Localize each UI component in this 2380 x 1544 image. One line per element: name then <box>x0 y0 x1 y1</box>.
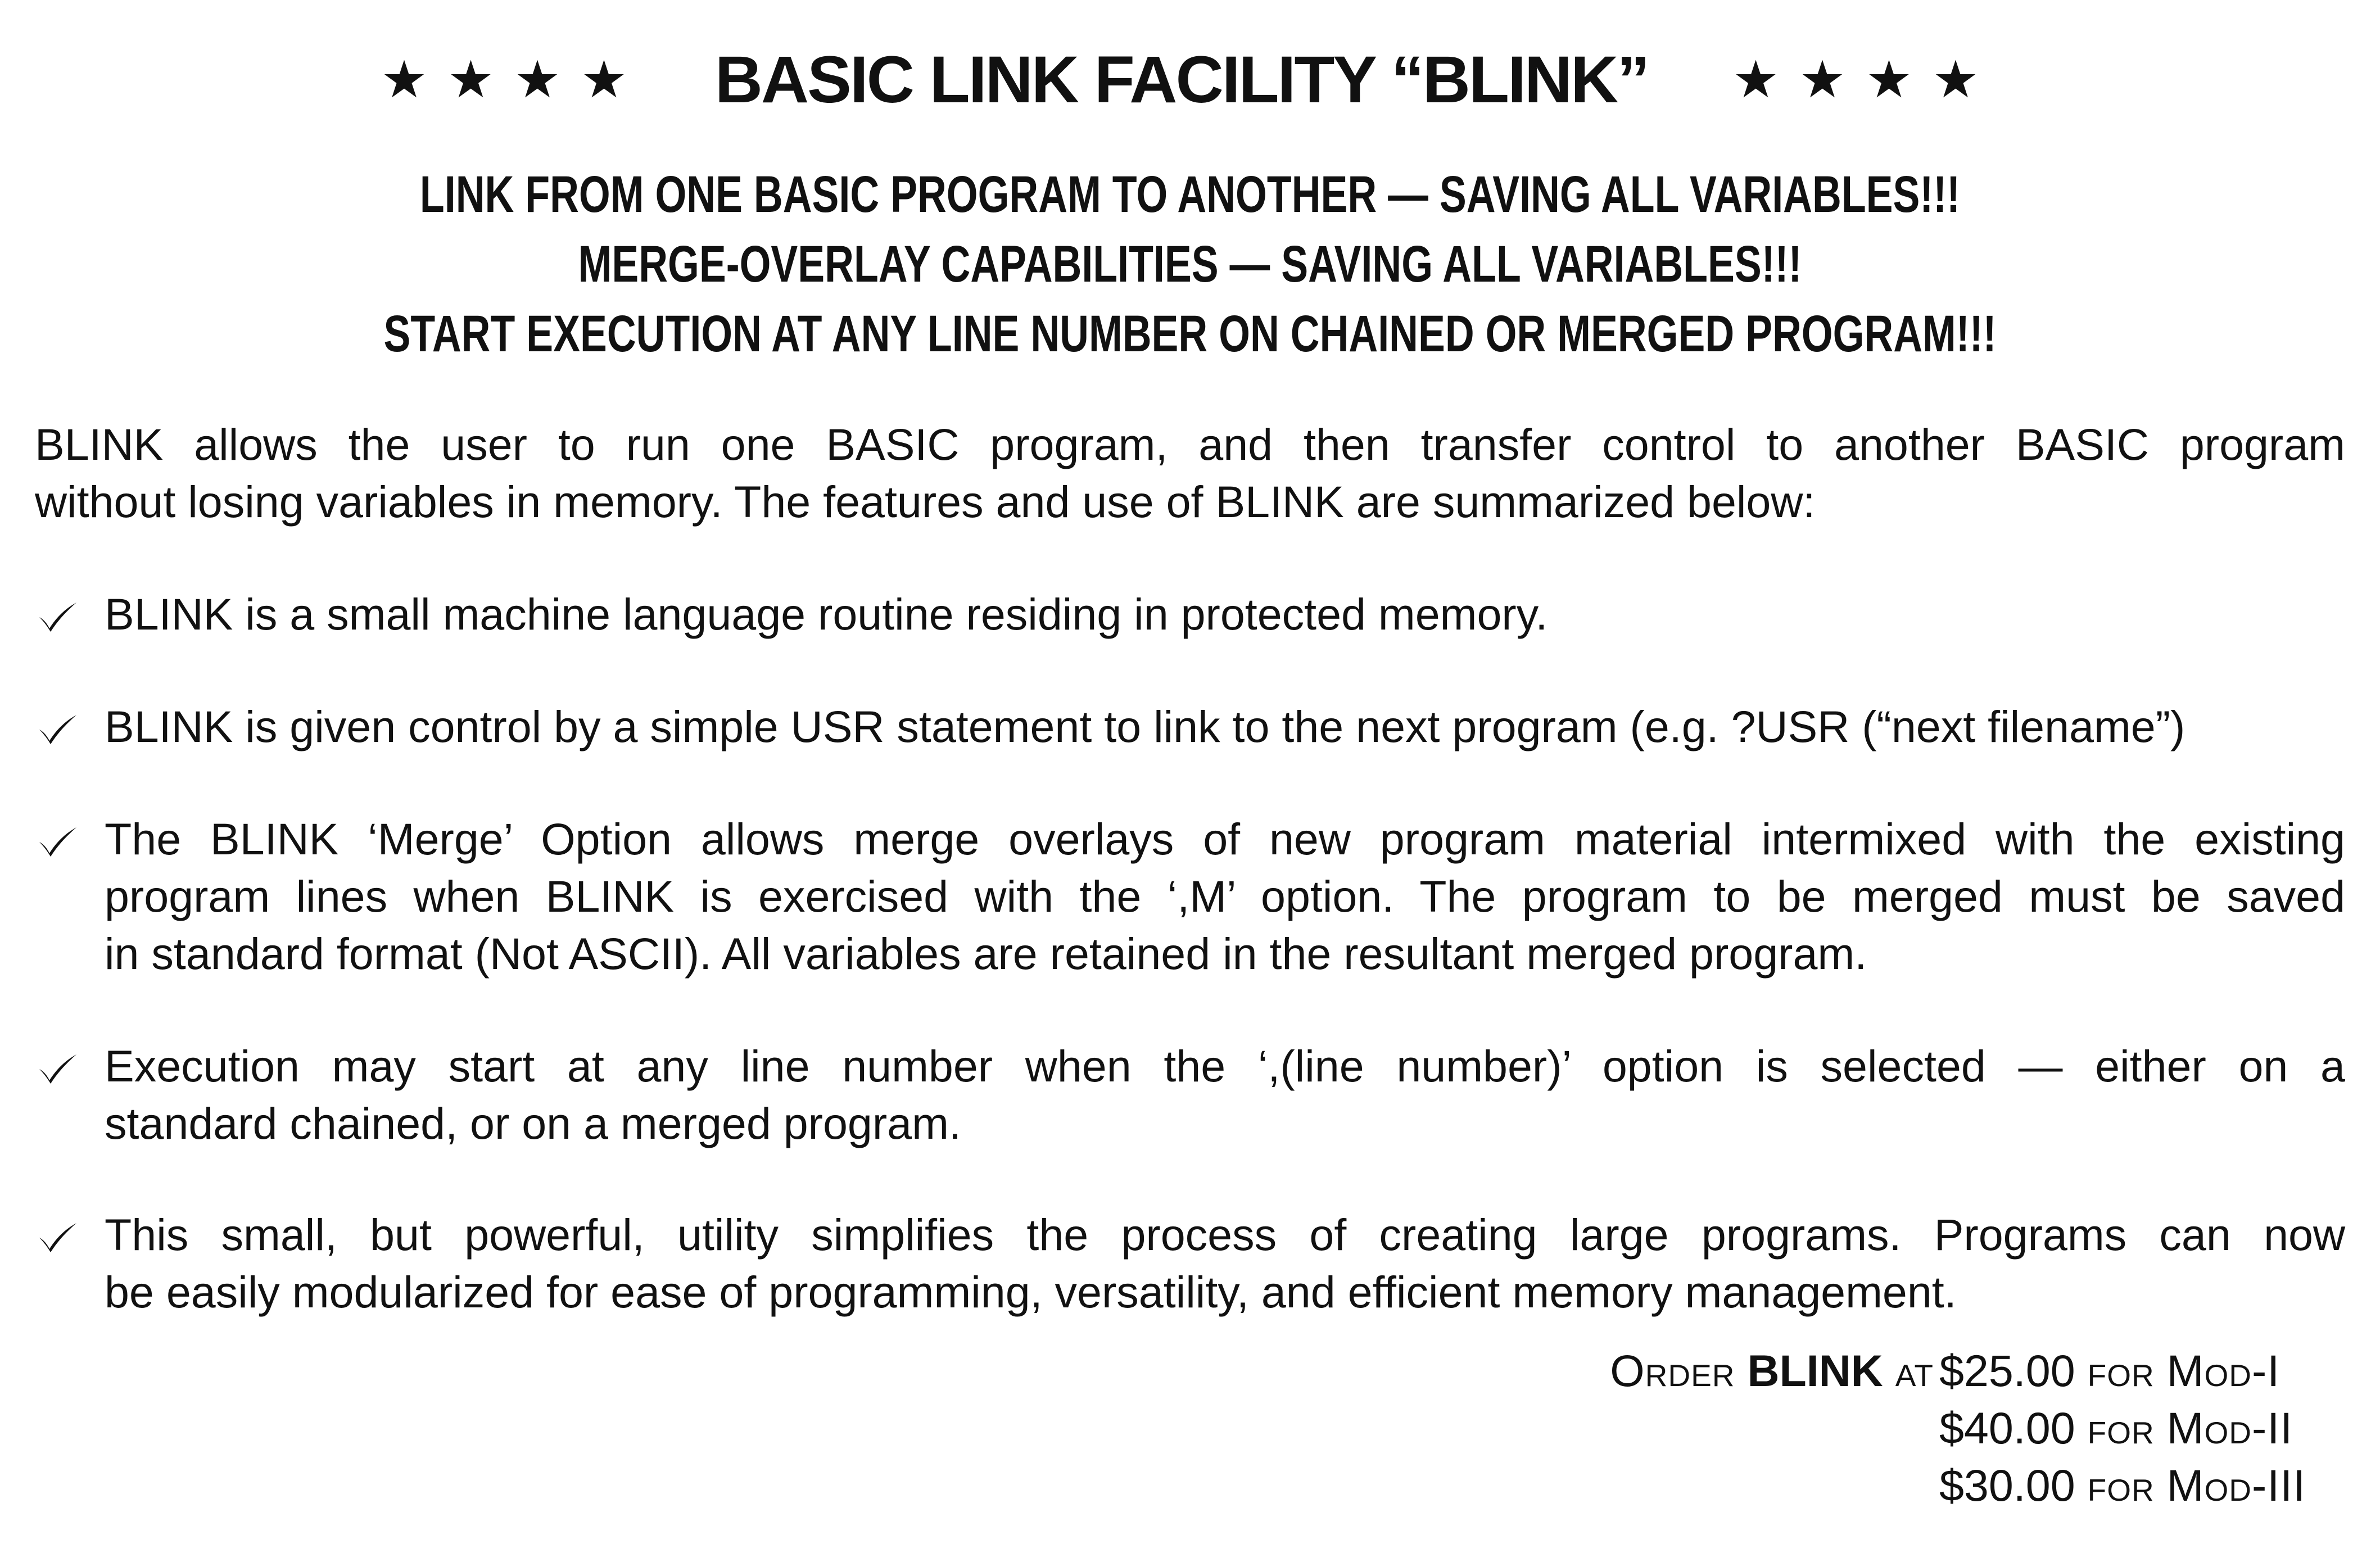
subheadings <box>0 160 2380 369</box>
model-name: Mod-I <box>2166 1346 2281 1396</box>
subheading-start-execution: START EXECUTION AT ANY LINE NUMBER ON CHAINED OR MERGED PROGRAM!!! <box>383 305 1997 363</box>
feature-item <box>35 698 2345 755</box>
feature-item <box>35 811 2345 982</box>
feature-line: This small, but powerful, utility simplifies the process of creating large programs. Programs can now <box>105 1210 2345 1260</box>
pricing-block <box>1568 1342 2355 1514</box>
price-amount: $40.00 <box>1939 1403 2075 1453</box>
stars-right-decoration: ★★★★ <box>1732 49 1999 110</box>
intro-paragraph <box>35 416 2345 531</box>
feature-line: in standard format (Not ASCII). All variables are retained in the resultant merged program. <box>105 929 1867 979</box>
title-row <box>0 35 2380 125</box>
price-line <box>1568 1400 2355 1457</box>
checkmark-icon <box>35 816 80 861</box>
intro-line: without losing variables in memory. The features and use of BLINK are summarized below: <box>35 477 1816 527</box>
order-label: Order <box>1610 1346 1735 1396</box>
feature-line: standard chained, or on a merged program. <box>105 1098 961 1148</box>
feature-line: BLINK is a small machine language routine residing in protected memory. <box>105 589 1548 639</box>
feature-line: Execution may start at any line number when the ‘,(line number)’ option is selected — either on a <box>105 1041 2345 1091</box>
feature-item <box>35 1206 2345 1321</box>
price-amount: $30.00 <box>1939 1460 2075 1510</box>
subheading-merge: MERGE-OVERLAY CAPABILITIES — SAVING ALL VARIABLES!!! <box>578 236 1802 293</box>
page-title: BASIC LINK FACILITY “BLINK” <box>714 43 1649 117</box>
product-name: BLINK <box>1747 1346 1883 1396</box>
model-name: Mod-II <box>2166 1403 2293 1453</box>
price-line <box>1568 1457 2355 1514</box>
feature-line: program lines when BLINK is exercised with the ‘,M’ option. The program to be merged must be saved <box>105 871 2345 921</box>
stars-left-decoration: ★★★★ <box>381 49 648 110</box>
feature-item <box>35 1038 2345 1152</box>
checkmark-icon <box>35 591 80 636</box>
model-name: Mod-III <box>2166 1460 2306 1510</box>
price-amount: $25.00 <box>1939 1346 2075 1396</box>
for-label: for <box>2087 1460 2155 1510</box>
checkmark-icon <box>35 1043 80 1088</box>
checkmark-icon <box>35 704 80 749</box>
feature-line: The BLINK ‘Merge’ Option allows merge overlays of new program material intermixed with the existing <box>105 814 2345 864</box>
feature-item <box>35 586 2345 643</box>
at-label: at <box>1895 1346 1934 1396</box>
order-lead <box>1568 1342 1939 1400</box>
feature-line: be easily modularized for ease of programming, versatility, and efficient memory management. <box>105 1267 1957 1317</box>
feature-line: BLINK is given control by a simple USR statement to link to the next program (e.g. ?USR (“next filename”) <box>105 701 2186 751</box>
intro-line: BLINK allows the user to run one BASIC program, and then transfer control to another BASIC program <box>35 419 2345 469</box>
checkmark-icon <box>35 1212 80 1257</box>
price-line <box>1568 1342 2355 1400</box>
for-label: for <box>2087 1403 2155 1453</box>
subheading-link: LINK FROM ONE BASIC PROGRAM TO ANOTHER — SAVING ALL VARIABLES!!! <box>419 166 1961 223</box>
for-label: for <box>2087 1346 2155 1396</box>
